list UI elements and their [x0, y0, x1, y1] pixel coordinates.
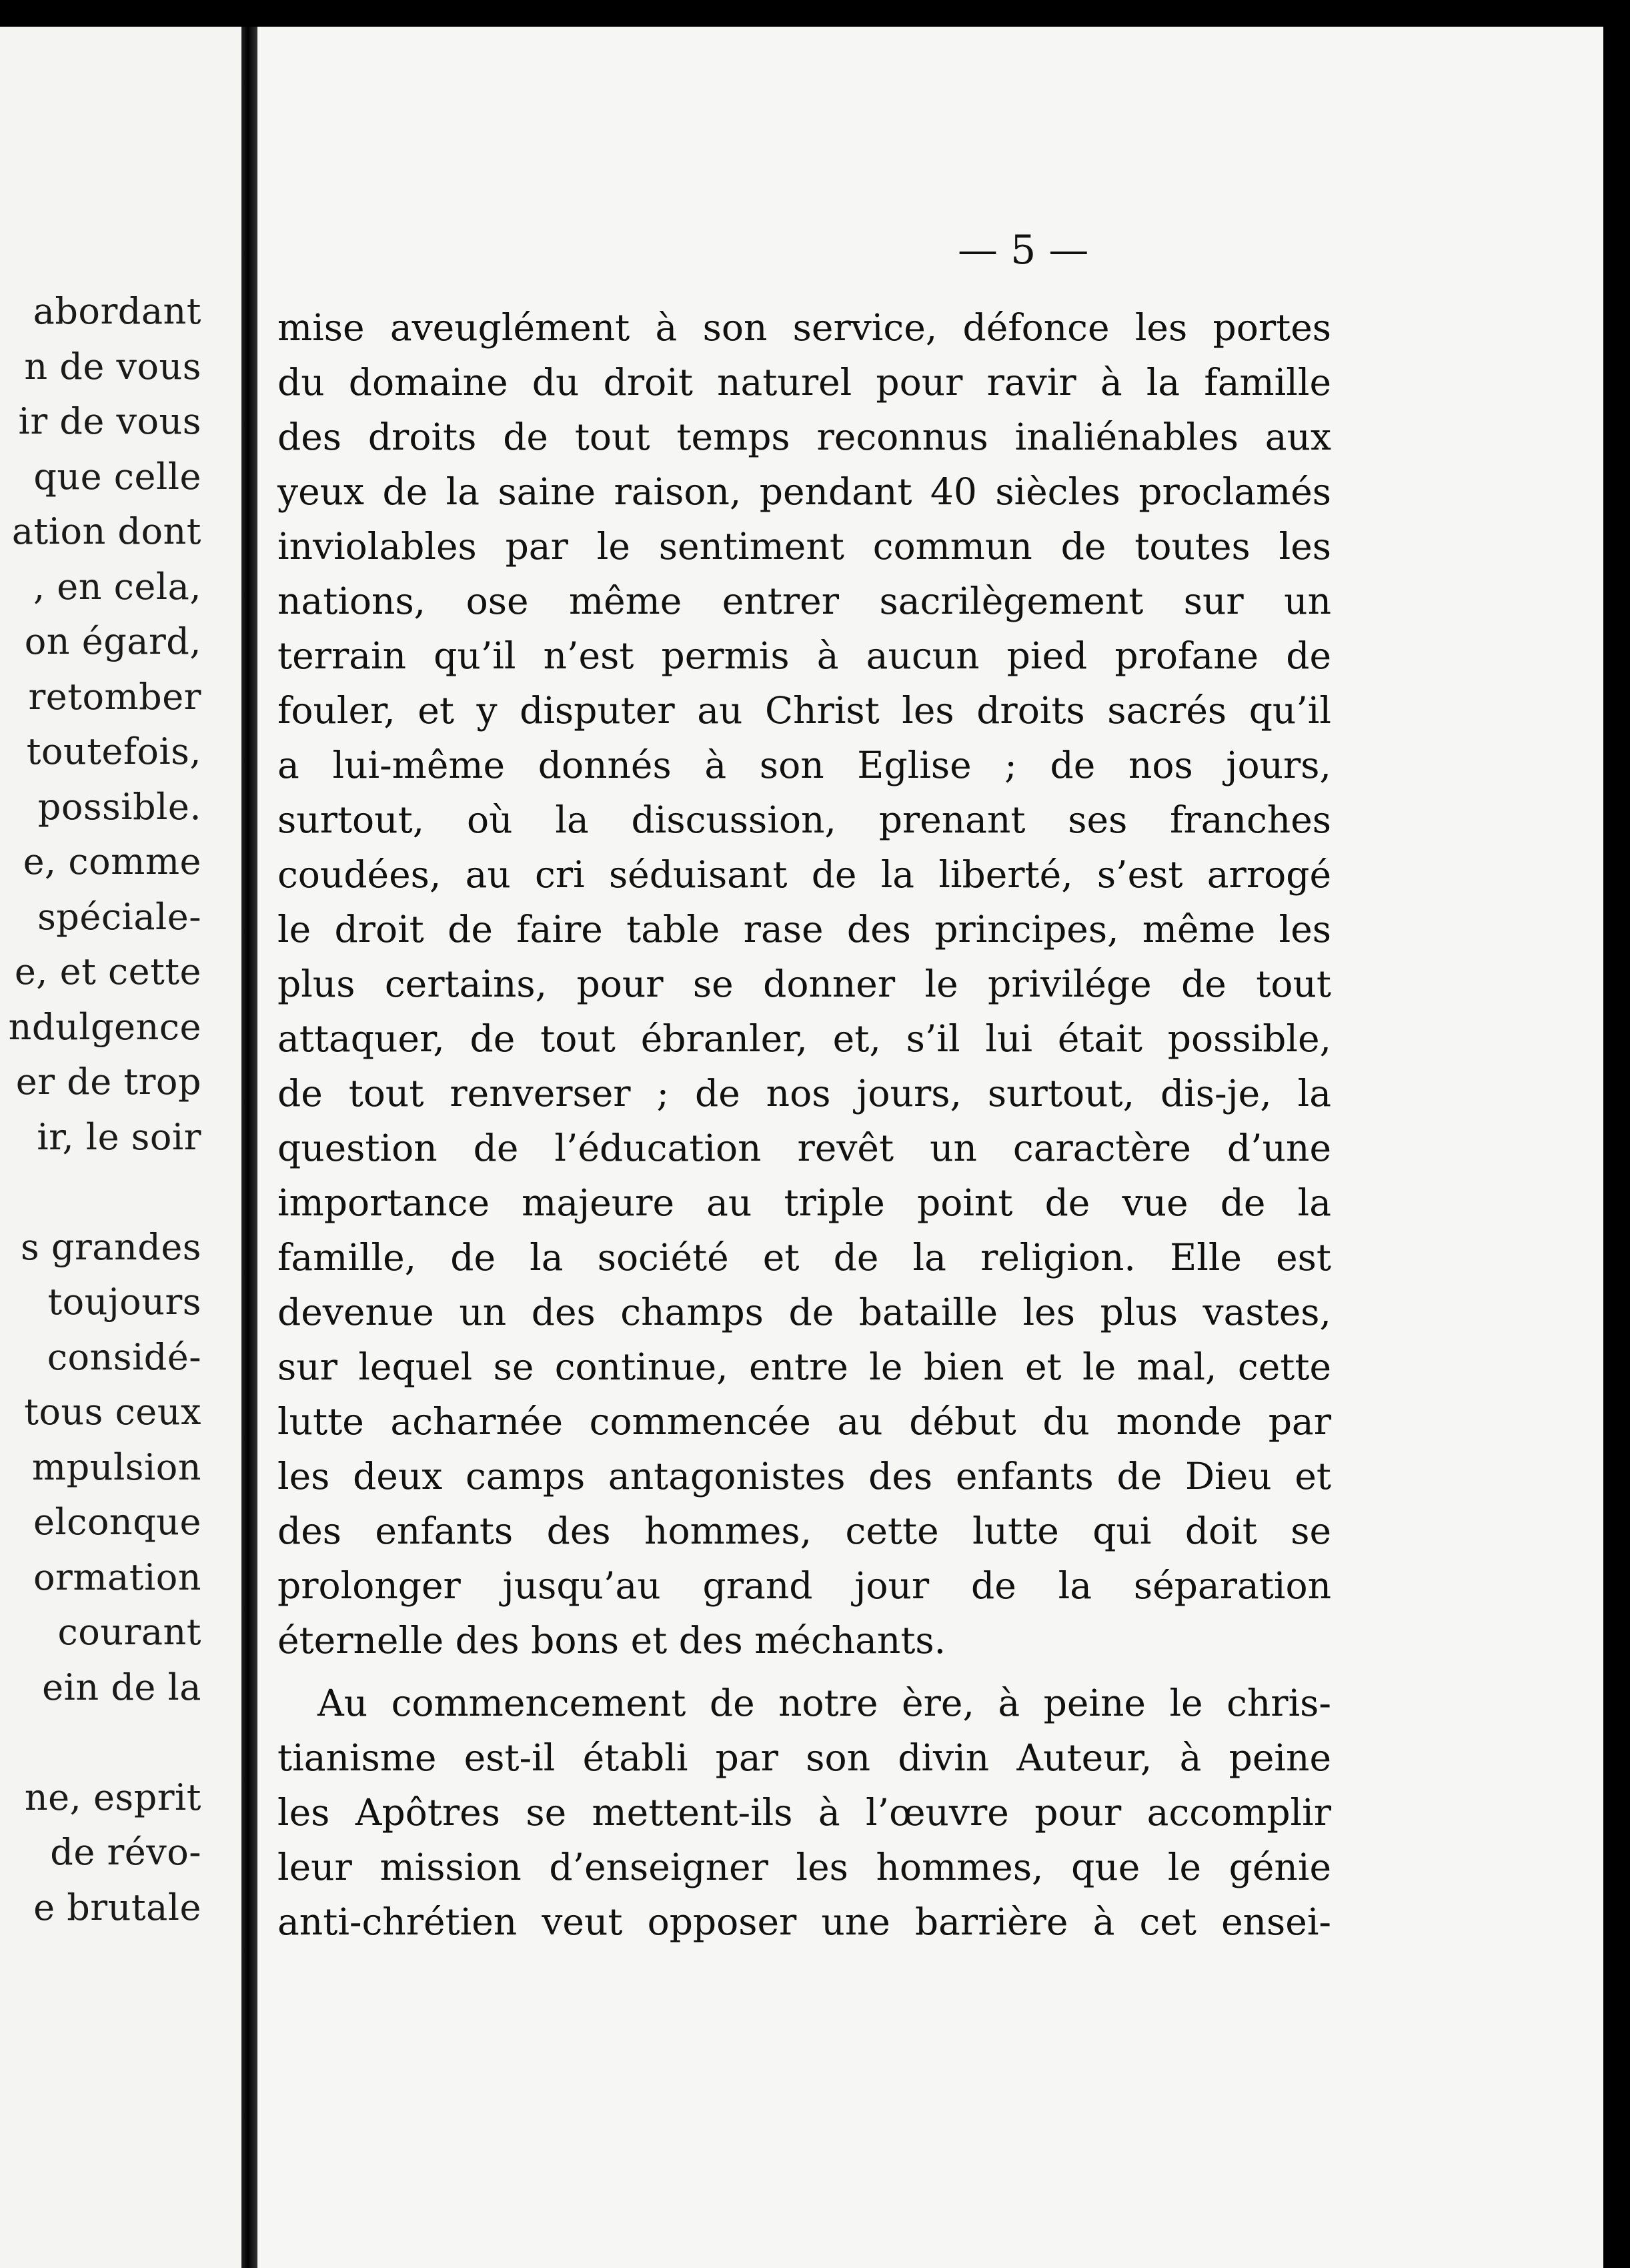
text-line: les Apôtres se mettent-ils à l’œuvre pour accomplir — [277, 1791, 1331, 1834]
text-line: nations, ose même entrer sacrilègement sur un — [277, 580, 1331, 622]
facing-page-fragment: mpulsion — [31, 1446, 201, 1488]
text-line: terrain qu’il n’est permis à aucun pied profane de — [277, 634, 1331, 677]
facing-page-fragment: toujours — [47, 1281, 201, 1323]
paragraph — [277, 300, 1331, 1668]
paragraph — [277, 1676, 1331, 1949]
text-line: coudées, au cri séduisant de la liberté, s’est arrogé — [277, 853, 1331, 896]
text-line: Au commencement de notre ère, à peine le chris- — [317, 1682, 1331, 1724]
facing-page-fragment: n de vous — [24, 345, 201, 388]
page-number: — 5 — — [958, 227, 1089, 273]
facing-page-fragment: e brutale — [33, 1886, 201, 1928]
text-line: des droits de tout temps reconnus inaliénables aux — [277, 416, 1331, 458]
text-line: yeux de la saine raison, pendant 40 siècles proclamés — [277, 470, 1331, 513]
facing-page-fragment: toutefois, — [26, 730, 201, 772]
facing-page-fragment: ein de la — [42, 1666, 201, 1708]
facing-page-fragment: spéciale- — [37, 895, 201, 938]
facing-page-fragment: ormation — [33, 1556, 201, 1598]
text-line: anti-chrétien veut opposer une barrière à cet ensei- — [277, 1900, 1331, 1943]
text-line: inviolables par le sentiment commun de toutes les — [277, 525, 1331, 568]
facing-page-fragment: retomber — [28, 675, 201, 718]
text-line: les deux camps antagonistes des enfants de Dieu et — [277, 1455, 1331, 1498]
facing-page-fragment: s grandes — [21, 1225, 201, 1268]
text-line: sur lequel se continue, entre le bien et le mal, cette — [277, 1345, 1331, 1388]
scan-border-right — [1603, 0, 1630, 2268]
text-line: fouler, et y disputer au Christ les droits sacrés qu’il — [277, 689, 1331, 732]
facing-page-fragment: er de trop — [15, 1061, 201, 1103]
text-line: attaquer, de tout ébranler, et, s’il lui était possible, — [277, 1017, 1331, 1060]
facing-page-fragment: abordant — [33, 290, 201, 332]
facing-page-fragment: ation dont — [11, 510, 201, 552]
text-line: éternelle des bons et des méchants. — [277, 1619, 946, 1662]
main-page — [257, 27, 1603, 2268]
text-line: leur mission d’enseigner les hommes, que le génie — [277, 1846, 1331, 1888]
facing-page-fragment: , en cela, — [33, 565, 201, 608]
text-line: a lui-même donnés à son Eglise ; de nos jours, — [277, 744, 1331, 786]
text-line: question de l’éducation revêt un caractère d’une — [277, 1127, 1331, 1169]
facing-page-fragment: elconque — [33, 1501, 201, 1543]
text-line: devenue un des champs de bataille les plus vastes, — [277, 1291, 1331, 1333]
text-line: du domaine du droit naturel pour ravir à la famille — [277, 361, 1331, 404]
book-gutter — [241, 27, 257, 2268]
text-line: de tout renverser ; de nos jours, surtout, dis-je, la — [277, 1072, 1331, 1115]
facing-page-fragment: de révo- — [50, 1831, 201, 1873]
text-line: famille, de la société et de la religion. Elle est — [277, 1236, 1331, 1279]
text-line: lutte acharnée commencée au début du monde par — [277, 1400, 1331, 1443]
text-line: surtout, où la discussion, prenant ses franches — [277, 798, 1331, 841]
facing-page-fragment: ndulgence — [8, 1005, 201, 1048]
text-line: tianisme est-il établi par son divin Auteur, à peine — [277, 1736, 1331, 1779]
facing-page-fragment: e, et cette — [14, 951, 201, 993]
text-line: des enfants des hommes, cette lutte qui doit se — [277, 1510, 1331, 1552]
text-line: importance majeure au triple point de vue de la — [277, 1181, 1331, 1224]
scan-border-top — [0, 0, 1630, 27]
facing-page-fragment: on égard, — [24, 620, 201, 662]
facing-page-fragment: que celle — [33, 455, 201, 498]
text-line: prolonger jusqu’au grand jour de la séparation — [277, 1564, 1331, 1607]
body-text — [277, 300, 1331, 1949]
facing-page-fragment: possible. — [37, 785, 201, 828]
text-line: le droit de faire table rase des principes, même les — [277, 908, 1331, 951]
text-line: plus certains, pour se donner le privilége de tout — [277, 963, 1331, 1005]
facing-page-fragment: ir de vous — [18, 400, 201, 442]
facing-page-fragment: courant — [57, 1611, 201, 1653]
facing-page-left — [0, 27, 241, 2268]
facing-page-fragment: ne, esprit — [24, 1776, 201, 1818]
facing-page-fragment: e, comme — [23, 840, 201, 883]
facing-page-fragment: ir, le soir — [37, 1115, 201, 1158]
facing-page-fragment: tous ceux — [24, 1391, 201, 1433]
facing-page-fragment: considé- — [47, 1335, 201, 1378]
text-line: mise aveuglément à son service, défonce les portes — [277, 306, 1331, 349]
